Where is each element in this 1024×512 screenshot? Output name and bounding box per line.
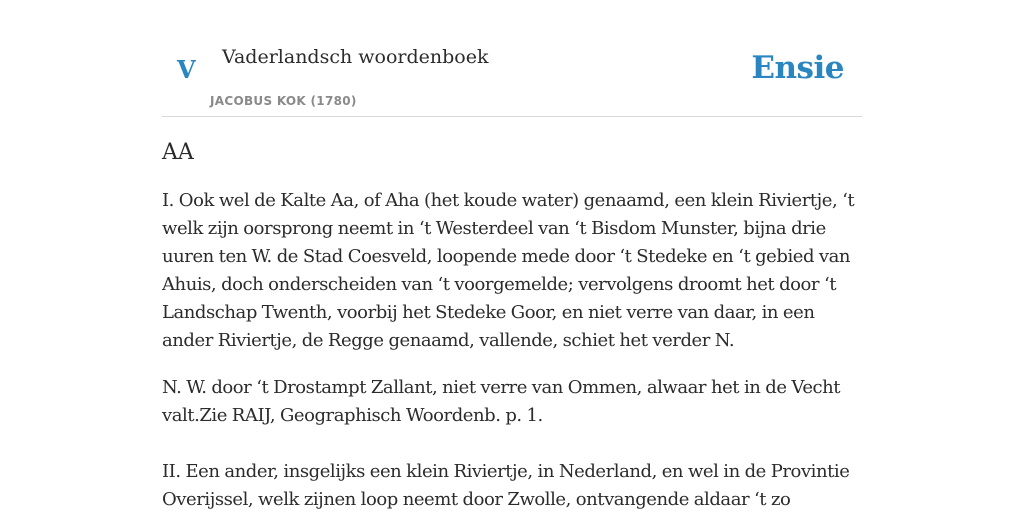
book-letter-icon[interactable]: V [177,55,196,84]
entry-content [162,140,862,512]
entry-paragraph: N. W. door ‘t Drostampt Zallant, niet verre van Ommen, alwaar het in de Vecht valt.Zie RAIJ, Geographisch Woordenb. p. 1. [162,377,841,426]
ensie-logo-link[interactable]: Ensie [751,50,844,86]
entry-paragraph: I. Ook wel de Kalte Aa, of Aha (het koude water) genaamd, een klein Riviertje, ‘t welk zijn oorsprong neemt in ‘t Westerdeel van ‘t Bisdom Munster, bijna drie uuren ten W. de Stad Coesveld, loopende mede door ‘t Stedeke en ‘t gebied van Ahuis, doch onderscheiden van ‘t voorgemelde; vervolgens droomt het door ‘t Landschap Twenth, voorbij het Stedeke Goor, en niet verre van daar, in een ander Riviertje, de Regge genaamd, vallende, schiet het verder N. [162,190,855,351]
entry-title: AA [162,140,194,165]
entry-paragraph: II. Een ander, insgelijks een klein Riviertje, in Nederland, en wel in de Provintie Overijssel, welk zijnen loop neemt door Zwolle, ontvangende aldaar ‘t zo [162,461,850,510]
book-author: JACOBUS KOK (1780) [210,94,357,108]
book-header [162,0,862,117]
book-title[interactable]: Vaderlandsch woordenboek [222,46,489,68]
